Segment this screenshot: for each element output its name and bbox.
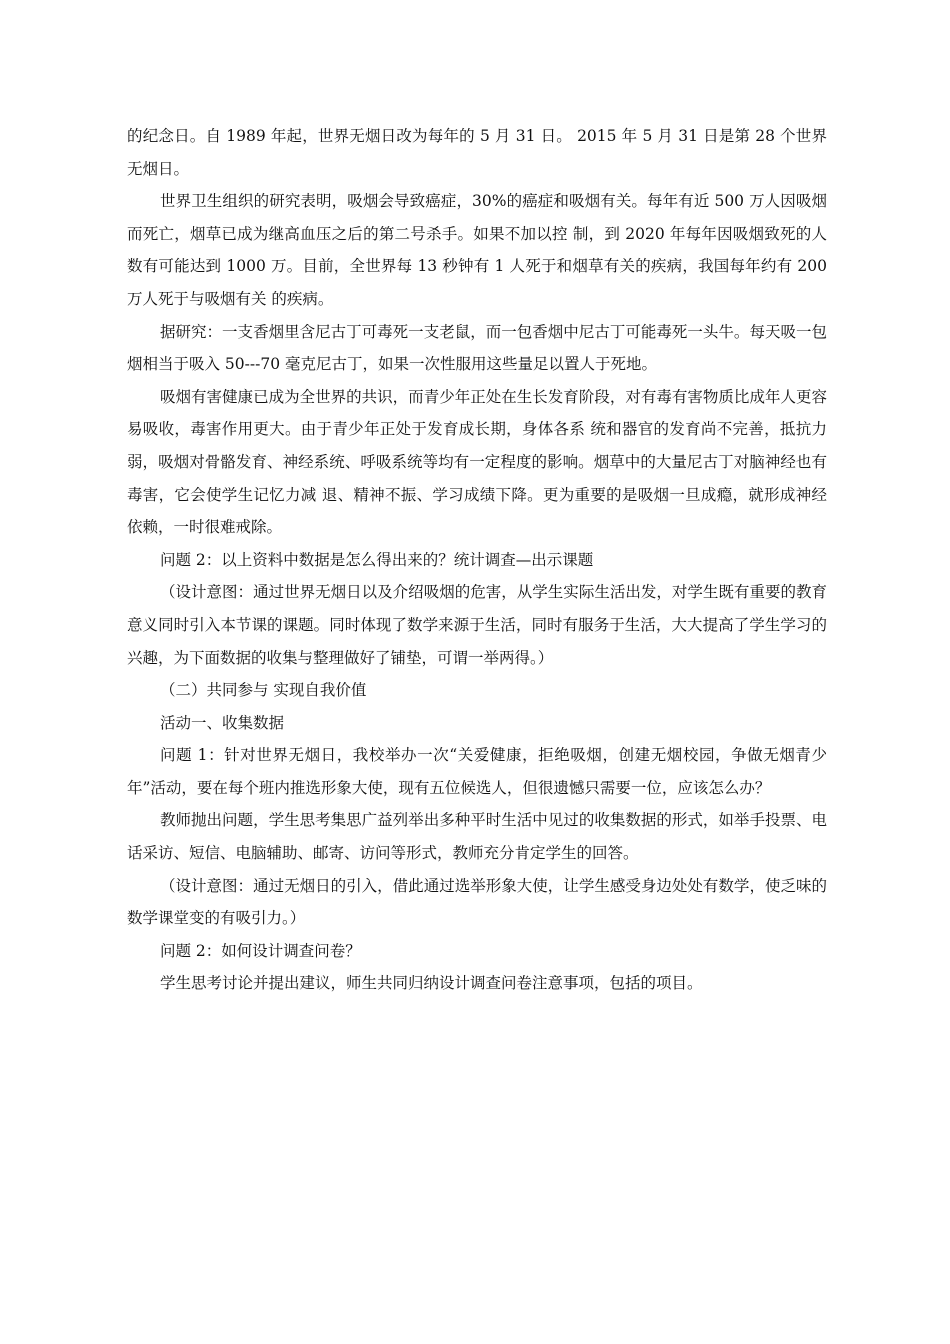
paragraph-continuation: 的纪念日。自 1989 年起，世界无烟日改为每年的 5 月 31 日。 2015 年 5 月 31 日是第 28 个世界无烟日。	[127, 127, 827, 178]
activity-heading-collect-data: 活动一、收集数据	[160, 713, 285, 732]
paragraph-question-2-data: 问题 2：以上资料中数据是怎么得出来的？统计调查—出示课题	[160, 550, 594, 569]
paragraph-question-2-survey: 问题 2：如何设计调查问卷？	[160, 941, 361, 960]
document-body	[127, 120, 827, 1000]
paragraph-who-research: 世界卫生组织的研究表明，吸烟会导致癌症，30%的癌症和吸烟有关。每年有近 500 万人因吸烟而死亡，烟草已成为继高血压之后的第二号杀手。如果不加以控 制，到 2020 年每年因吸烟致死的人数有可能达到 1000 万。目前，全世界每 13 秒钟有 1 人死于和烟草有关的疾病，我国每年约有 200 万人死于与吸烟有关 的疾病。	[127, 192, 827, 308]
paragraph-student-discussion: 学生思考讨论并提出建议，师生共同归纳设计调查问卷注意事项，包括的项目。	[160, 974, 703, 993]
paragraph-design-intent-2: （设计意图：通过无烟日的引入，借此通过选举形象大使，让学生感受身边处处有数学，使乏味的数学课堂变的有吸引力。）	[127, 876, 827, 928]
section-heading-participation: （二）共同参与 实现自我价值	[160, 681, 367, 700]
paragraph-teacher-question: 教师抛出问题，学生思考集思广益列举出多种平时生活中见过的收集数据的形式，如举手投票、电话采访、短信、电脑辅助、邮寄、访问等形式，教师充分肯定学生的回答。	[127, 811, 827, 863]
paragraph-nicotine-research: 据研究：一支香烟里含尼古丁可毒死一支老鼠，而一包香烟中尼古丁可能毒死一头牛。每天吸一包烟相当于吸入 50---70 毫克尼古丁，如果一次性服用这些量足以置人于死地。	[127, 322, 827, 374]
paragraph-youth-harm: 吸烟有害健康已成为全世界的共识，而青少年正处在生长发育阶段，对有毒有害物质比成年人更容易吸收，毒害作用更大。由于青少年正处于发育成长期，身体各系 统和器官的发育尚不完善，抵抗力弱，吸烟对骨骼发育、神经系统、呼吸系统等均有一定程度的影响。烟草中的大量尼古丁对脑神经也有毒害，它会使学生记忆力减 退、精神不振、学习成绩下降。更为重要的是吸烟一旦成瘾，就形成神经依赖，一时很难戒除。	[127, 387, 827, 537]
paragraph-question-1-ambassador: 问题 1：针对世界无烟日，我校举办一次“关爱健康，拒绝吸烟，创建无烟校园，争做无烟青少年”活动，要在每个班内推选形象大使，现有五位候选人，但很遗憾只需要一位，应该怎么办？	[127, 746, 827, 797]
paragraph-design-intent-1: （设计意图：通过世界无烟日以及介绍吸烟的危害，从学生实际生活出发，对学生既有重要的教育意义同时引入本节课的课题。同时体现了数学来源于生活，同时有服务于生活，大大提高了学生学习的兴趣，为下面数据的收集与整理做好了铺垫，可谓一举两得。）	[127, 583, 827, 667]
